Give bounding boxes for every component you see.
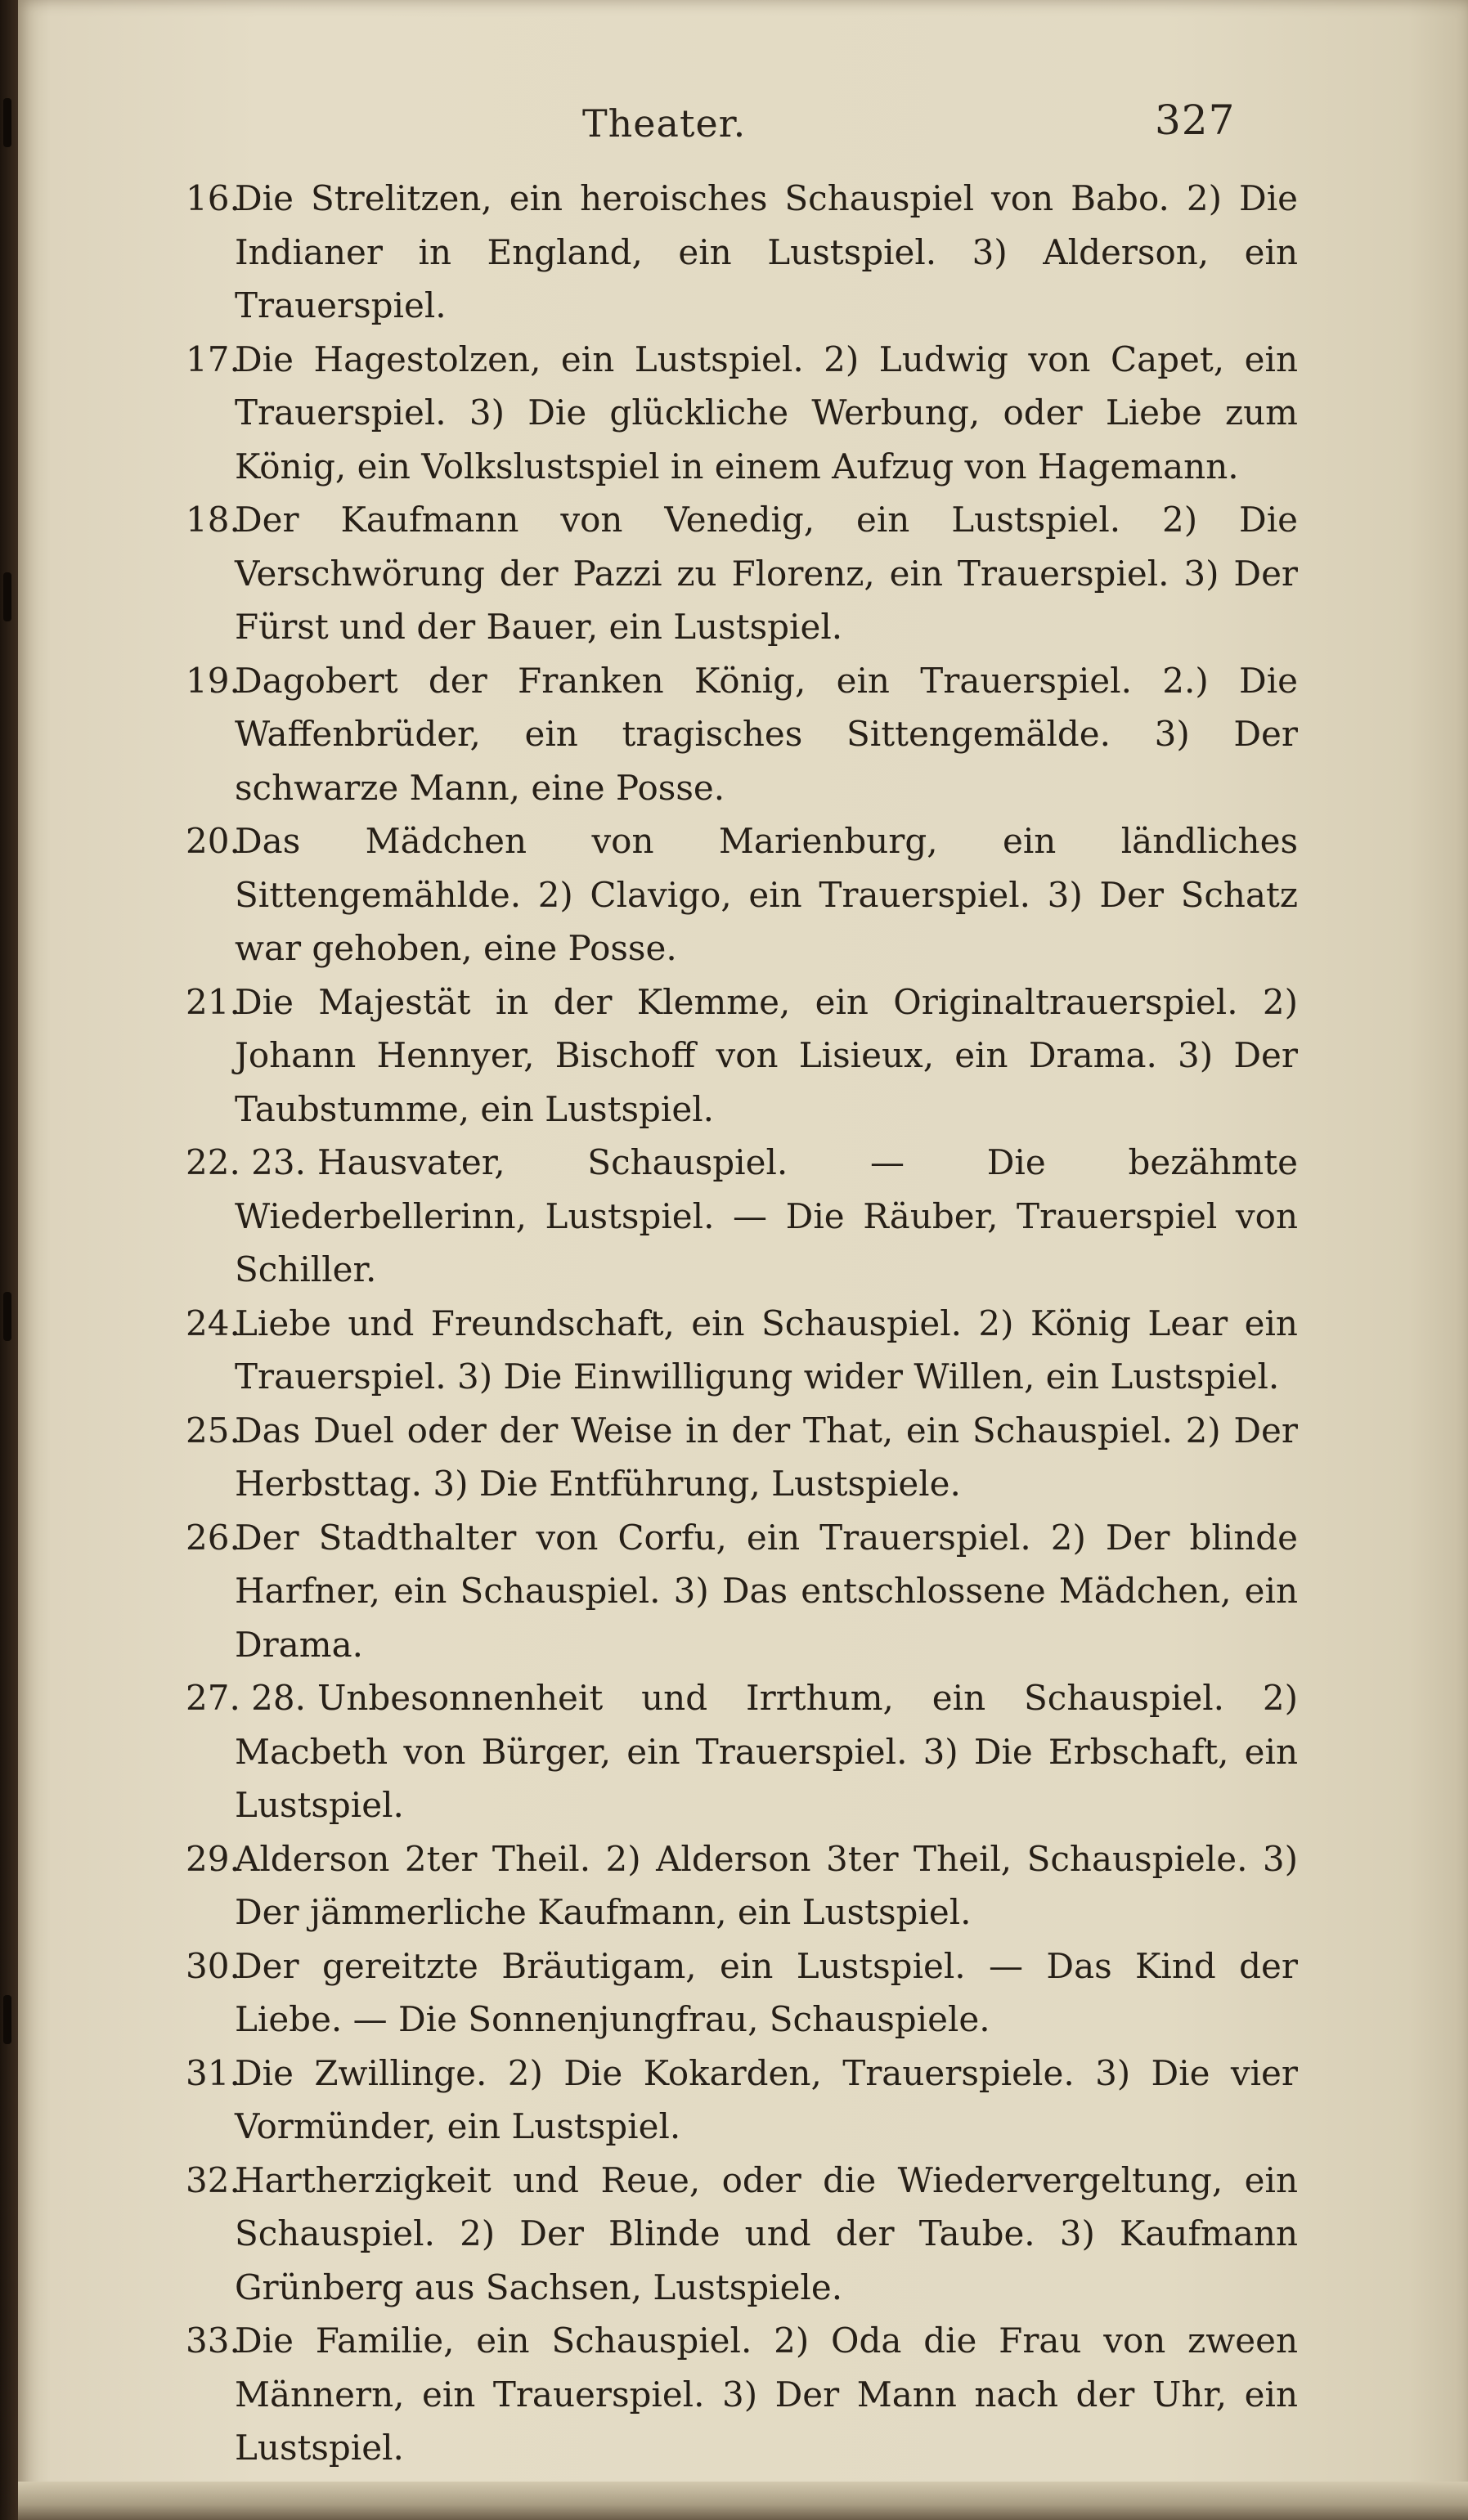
entry-number: 21.	[186, 981, 240, 1022]
list-item	[186, 1297, 1298, 1404]
list-item	[186, 2047, 1298, 2154]
entry-number: 22. 23.	[186, 1142, 306, 1182]
entry-text: Die Strelitzen, ein heroisches Schauspiel von Babo. 2) Die Indianer in England, ein Lustspiel. 3) Alderson, ein Trauerspiel.	[235, 178, 1298, 325]
running-head: Theater.	[582, 101, 747, 146]
entry-text: Das Duel oder der Weise in der That, ein Schauspiel. 2) Der Herbsttag. 3) Die Entführung, Lustspiele.	[235, 1410, 1298, 1504]
entry-number: 20.	[186, 821, 240, 861]
binding-stitch	[3, 572, 11, 621]
list-item	[186, 2154, 1298, 2315]
entry-text: Der gereitzte Bräutigam, ein Lustspiel. — Das Kind der Liebe. — Die Sonnenjungfrau, Schauspiele.	[235, 1945, 1298, 2039]
entry-number: 27. 28.	[186, 1678, 306, 1718]
list-item	[186, 1404, 1298, 1511]
page-header	[18, 96, 1468, 162]
entry-text: Das Mädchen von Marienburg, ein ländliches Sittengemählde. 2) Clavigo, ein Trauerspiel. 3) Der Schatz war gehoben, eine Posse.	[235, 821, 1298, 968]
entry-text: Die Familie, ein Schauspiel. 2) Oda die Frau von zween Männern, ein Trauerspiel. 3) Der Mann nach der Uhr, ein Lustspiel.	[235, 2320, 1298, 2468]
entry-text: Hartherzigkeit und Reue, oder die Wiedervergeltung, ein Schauspiel. 2) Der Blinde und der Taube. 3) Kaufmann Grünberg aus Sachsen, Lustspiele.	[235, 2159, 1298, 2307]
entry-number: 25.	[186, 1410, 240, 1451]
list-item	[186, 493, 1298, 654]
entry-text: Dagobert der Franken König, ein Trauerspiel. 2.) Die Waffenbrüder, ein tragisches Sittengemälde. 3) Der schwarze Mann, eine Posse.	[235, 660, 1298, 808]
entry-number: 31.	[186, 2052, 240, 2093]
list-item	[186, 814, 1298, 975]
entry-number: 29.	[186, 1838, 240, 1879]
book-page	[18, 0, 1468, 2520]
entry-number: 16.	[186, 178, 240, 218]
entry-number: 32.	[186, 2159, 240, 2200]
entry-text: Die Zwillinge. 2) Die Kokarden, Trauerspiele. 3) Die vier Vormünder, ein Lustspiel.	[235, 2052, 1298, 2146]
list-item	[186, 2314, 1298, 2475]
entry-number: 24.	[186, 1303, 240, 1343]
entry-text: Liebe und Freundschaft, ein Schauspiel. 2) König Lear ein Trauerspiel. 3) Die Einwilligung wider Willen, ein Lustspiel.	[235, 1303, 1298, 1397]
entry-text: Der Stadthalter von Corfu, ein Trauerspiel. 2) Der blinde Harfner, ein Schauspiel. 3) Das entschlossene Mädchen, ein Drama.	[235, 1517, 1298, 1665]
list-item	[186, 1832, 1298, 1939]
list-item	[186, 1939, 1298, 2047]
list-item	[186, 975, 1298, 1137]
binding-stitch	[3, 1995, 11, 2044]
entry-text: Hausvater, Schauspiel. — Die bezähmte Wiederbellerinn, Lustspiel. — Die Räuber, Trauerspiel von Schiller.	[235, 1142, 1298, 1289]
list-item	[186, 1671, 1298, 1832]
entry-text: Die Majestät in der Klemme, ein Originaltrauerspiel. 2) Johann Hennyer, Bischoff von Lisieux, ein Drama. 3) Der Taubstumme, ein Lustspiel.	[235, 981, 1298, 1129]
list-item	[186, 333, 1298, 494]
entry-number: 17.	[186, 339, 240, 379]
entry-number: 19.	[186, 660, 240, 701]
entry-list	[186, 172, 1298, 2475]
entry-number: 18.	[186, 500, 240, 540]
entry-text: Der Kaufmann von Venedig, ein Lustspiel. 2) Die Verschwörung der Pazzi zu Florenz, ein Trauerspiel. 3) Der Fürst und der Bauer, ein Lustspiel.	[235, 500, 1298, 647]
list-item	[186, 1136, 1298, 1297]
page-bottom-edge	[18, 2482, 1468, 2520]
list-item	[186, 1511, 1298, 1672]
entry-number: 30.	[186, 1945, 240, 1986]
entry-number: 26.	[186, 1517, 240, 1558]
entry-text: Alderson 2ter Theil. 2) Alderson 3ter Theil, Schauspiele. 3) Der jämmerliche Kaufmann, ein Lustspiel.	[235, 1838, 1298, 1932]
page-number: 327	[1155, 96, 1236, 144]
list-item	[186, 172, 1298, 333]
entry-text: Die Hagestolzen, ein Lustspiel. 2) Ludwig von Capet, ein Trauerspiel. 3) Die glückliche Werbung, oder Liebe zum König, ein Volkslustspiel in einem Aufzug von Hagemann.	[235, 339, 1298, 487]
list-item	[186, 654, 1298, 815]
entry-number: 33.	[186, 2320, 240, 2361]
entry-text: Unbesonnenheit und Irrthum, ein Schauspiel. 2) Macbeth von Bürger, ein Trauerspiel. 3) Die Erbschaft, ein Lustspiel.	[235, 1678, 1298, 1825]
book-binding	[0, 0, 18, 2520]
binding-stitch	[3, 1292, 11, 1341]
binding-stitch	[3, 98, 11, 147]
